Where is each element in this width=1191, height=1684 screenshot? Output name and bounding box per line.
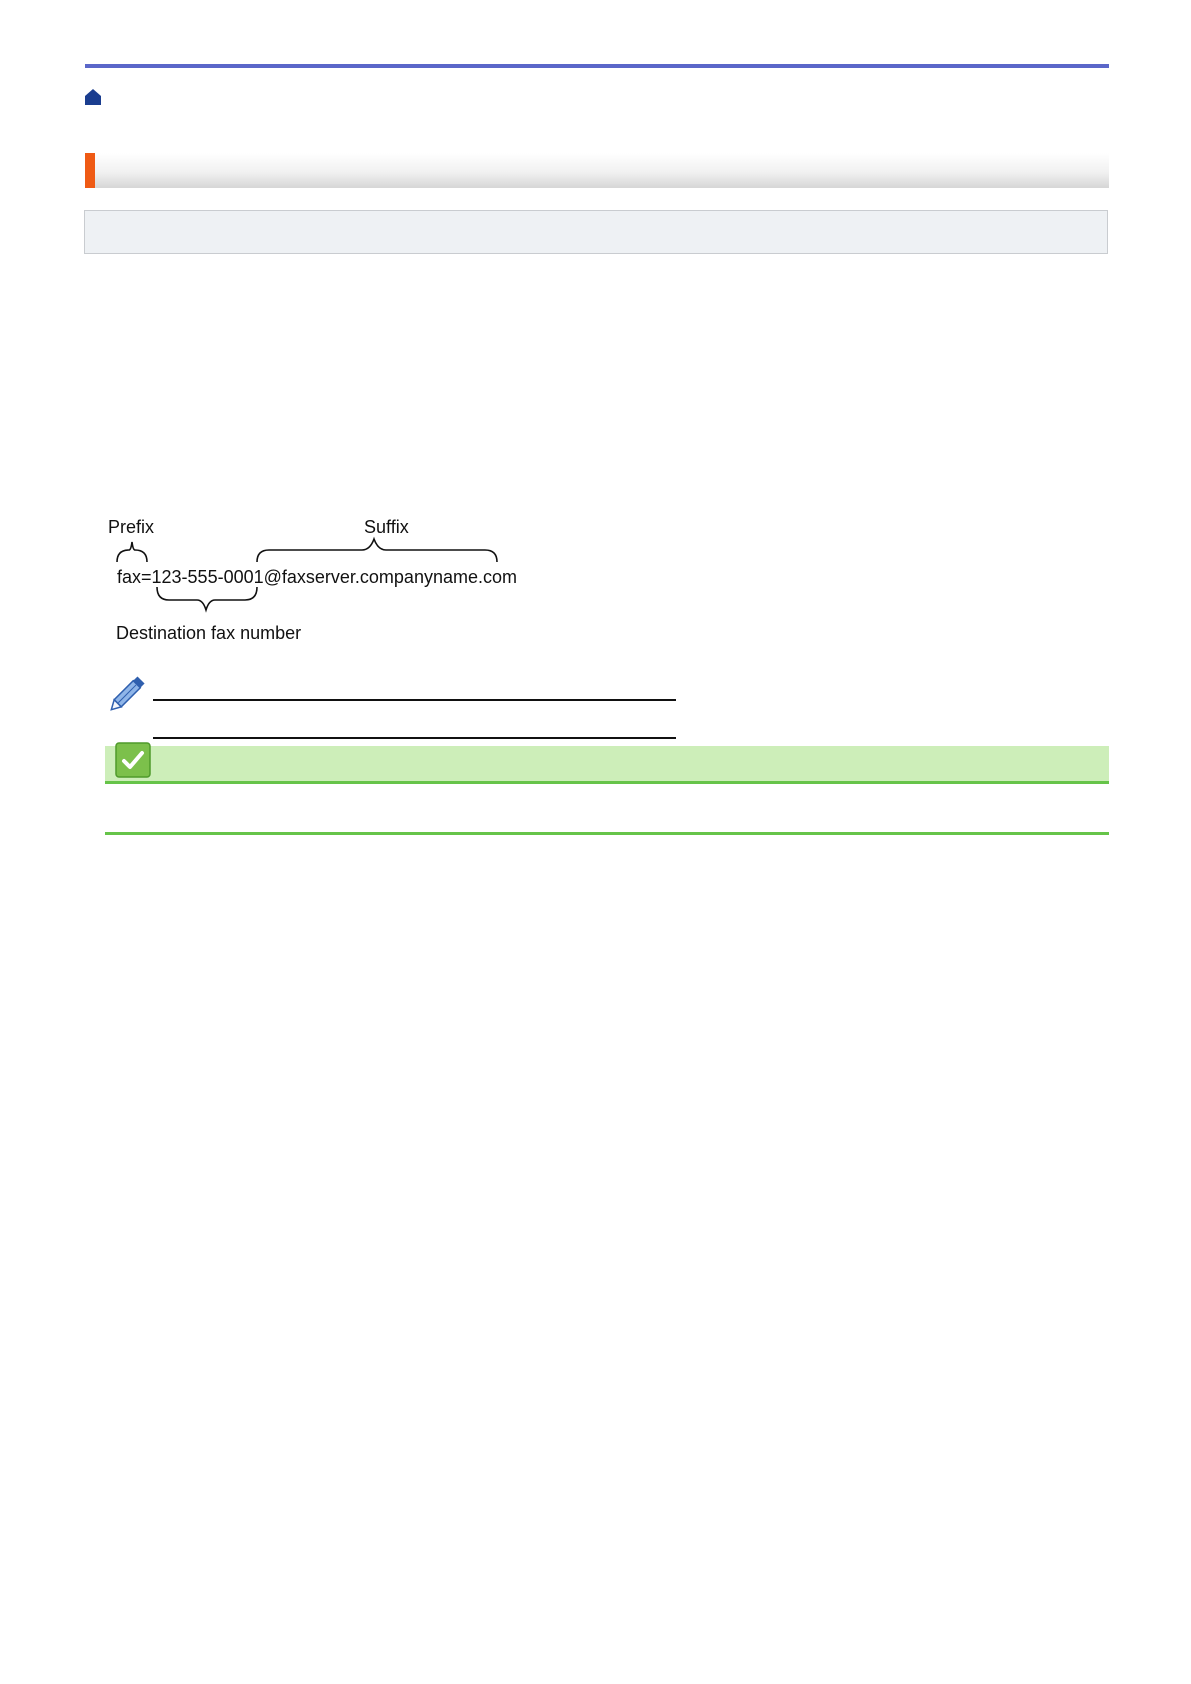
title-accent bbox=[85, 153, 95, 188]
pencil-note-icon bbox=[108, 672, 150, 712]
destination-brace bbox=[157, 587, 257, 610]
related-topics-header bbox=[105, 746, 1109, 784]
related-models-box bbox=[84, 210, 1108, 254]
home-icon[interactable] bbox=[84, 88, 102, 106]
fax-address: fax=123-555-0001@faxserver.companyname.com bbox=[117, 567, 517, 587]
fax-address-diagram bbox=[100, 515, 540, 655]
suffix-label: Suffix bbox=[364, 517, 409, 537]
page-title-bar bbox=[85, 153, 1109, 188]
related-topics-bottom-rule bbox=[105, 832, 1109, 835]
suffix-brace bbox=[257, 539, 497, 562]
note-bottom-rule bbox=[153, 737, 676, 739]
prefix-label: Prefix bbox=[108, 517, 155, 537]
destination-label: Destination fax number bbox=[116, 623, 302, 643]
top-rule bbox=[85, 64, 1109, 68]
note-top-rule bbox=[153, 699, 676, 701]
checkmark-icon bbox=[115, 742, 151, 778]
prefix-brace bbox=[117, 542, 147, 562]
